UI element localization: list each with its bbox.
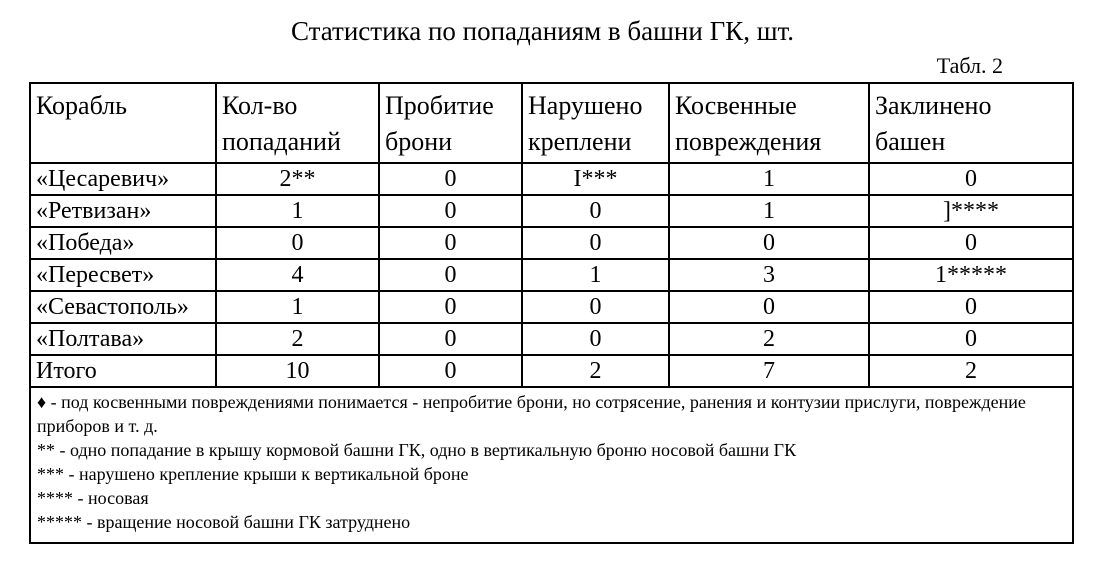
table-row bbox=[30, 259, 1073, 291]
ship-name-cell: «Севастополь» bbox=[30, 291, 216, 323]
jammed-cell: 1***** bbox=[869, 259, 1073, 291]
table-header-row bbox=[30, 83, 1073, 163]
ship-name-cell: «Пересвет» bbox=[30, 259, 216, 291]
table-number: Табл. 2 bbox=[936, 53, 1003, 78]
fastening-cell: 0 bbox=[522, 291, 669, 323]
table-total-row bbox=[30, 355, 1073, 387]
fastening-cell: 1 bbox=[522, 259, 669, 291]
table-row bbox=[30, 227, 1073, 259]
ship-name-cell: «Цесаревич» bbox=[30, 163, 216, 195]
penetration-cell: 0 bbox=[379, 163, 522, 195]
indirect-cell: 3 bbox=[669, 259, 869, 291]
penetration-cell: 0 bbox=[379, 323, 522, 355]
hits-cell: 0 bbox=[216, 227, 379, 259]
total-label-cell: Итого bbox=[30, 355, 216, 387]
penetration-cell: 0 bbox=[379, 195, 522, 227]
indirect-cell: 1 bbox=[669, 163, 869, 195]
jammed-cell: 2 bbox=[869, 355, 1073, 387]
hits-cell: 4 bbox=[216, 259, 379, 291]
footnote: ** - одно попадание в крышу кормовой башни ГК, одно в вертикальную броню носовой башни ГК bbox=[37, 440, 797, 460]
hits-cell: 10 bbox=[216, 355, 379, 387]
hits-cell: 1 bbox=[216, 291, 379, 323]
jammed-cell: 0 bbox=[869, 163, 1073, 195]
indirect-cell: 7 bbox=[669, 355, 869, 387]
indirect-cell: 2 bbox=[669, 323, 869, 355]
header-cell-indirect: Косвенные повреждения bbox=[669, 83, 869, 163]
table-row bbox=[30, 195, 1073, 227]
penetration-cell: 0 bbox=[379, 227, 522, 259]
fastening-cell: 0 bbox=[522, 323, 669, 355]
penetration-cell: 0 bbox=[379, 355, 522, 387]
hits-cell: 1 bbox=[216, 195, 379, 227]
jammed-cell: 0 bbox=[869, 291, 1073, 323]
table-row bbox=[30, 323, 1073, 355]
ship-name-cell: «Ретвизан» bbox=[30, 195, 216, 227]
statistics-table bbox=[29, 82, 1074, 544]
indirect-cell: 0 bbox=[669, 227, 869, 259]
header-cell-hits: Кол-во попаданий bbox=[216, 83, 379, 163]
fastening-cell: 2 bbox=[522, 355, 669, 387]
hits-cell: 2** bbox=[216, 163, 379, 195]
table-row bbox=[30, 291, 1073, 323]
notes-row bbox=[30, 387, 1073, 543]
footnote: ♦ - под косвенными повреждениями понимается - непробитие брони, но сотрясение, ранения и контузии прислуги, повреждение приборов и т. д. bbox=[37, 392, 1026, 436]
jammed-cell: 0 bbox=[869, 323, 1073, 355]
indirect-cell: 1 bbox=[669, 195, 869, 227]
ship-name-cell: «Полтава» bbox=[30, 323, 216, 355]
document-title: Статистика по попаданиям в башни ГК, шт. bbox=[290, 16, 795, 46]
notes-cell bbox=[30, 387, 1073, 543]
fastening-cell: 0 bbox=[522, 195, 669, 227]
footnote: **** - носовая bbox=[37, 488, 149, 508]
penetration-cell: 0 bbox=[379, 291, 522, 323]
header-cell-penetration: Пробитие брони bbox=[379, 83, 522, 163]
header-cell-ship: Корабль bbox=[30, 83, 216, 163]
ship-name-cell: «Победа» bbox=[30, 227, 216, 259]
header-cell-fastening: Нарушено креплени bbox=[522, 83, 669, 163]
penetration-cell: 0 bbox=[379, 259, 522, 291]
fastening-cell: 0 bbox=[522, 227, 669, 259]
table-row bbox=[30, 163, 1073, 195]
fastening-cell: I*** bbox=[522, 163, 669, 195]
jammed-cell: ]**** bbox=[869, 195, 1073, 227]
hits-cell: 2 bbox=[216, 323, 379, 355]
indirect-cell: 0 bbox=[669, 291, 869, 323]
footnote: *** - нарушено крепление крыши к вертикальной броне bbox=[37, 464, 469, 484]
footnote: ***** - вращение носовой башни ГК затруднено bbox=[37, 512, 411, 532]
jammed-cell: 0 bbox=[869, 227, 1073, 259]
header-cell-jammed: Заклинено башен bbox=[869, 83, 1073, 163]
